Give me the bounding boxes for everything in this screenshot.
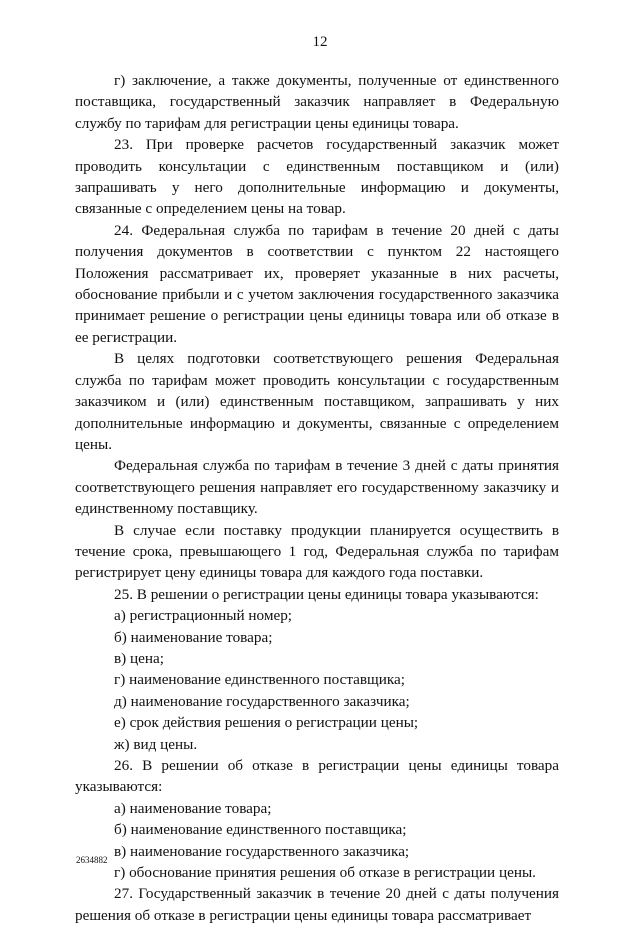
list-item: б) наименование единственного поставщика; xyxy=(114,821,407,839)
list-item: д) наименование государственного заказчика; xyxy=(114,692,410,710)
paragraph: В случае если поставку продукции планируется осуществить в течение срока, превышающего 1 год, Федеральная служба по тарифам регистрирует цену единицы товара для каждого года поставки. xyxy=(75,521,559,582)
paragraph: 25. В решении о регистрации цены единицы товара указываются: xyxy=(114,585,539,603)
list-item: а) наименование товара; xyxy=(114,799,272,817)
list-item: а) регистрационный номер; xyxy=(114,607,293,625)
list-item: г) обоснование принятия решения об отказе в регистрации цены. xyxy=(114,864,536,882)
page-number: 12 xyxy=(312,34,328,50)
paragraph: Федеральная служба по тарифам в течение 3 дней с даты принятия соответствующего решения направляет его государственному заказчику и единственному поставщику. xyxy=(75,457,559,518)
list-item: б) наименование товара; xyxy=(114,628,273,646)
paragraph: В целях подготовки соответствующего решения Федеральная служба по тарифам может проводить консультации с государственным заказчиком и (или) единственным поставщиком, запрашивать у них дополнительные информацию и документы, связанные с определением цены. xyxy=(75,350,559,453)
paragraph: г) заключение, а также документы, полученные от единственного поставщика, государственный заказчик направляет в Федеральную службу по тарифам для регистрации цены единицы товара. xyxy=(75,72,559,132)
list-item: е) срок действия решения о регистрации цены; xyxy=(114,714,419,732)
document-body xyxy=(75,70,559,926)
list-item: в) цена; xyxy=(114,649,164,667)
paragraph: 24. Федеральная служба по тарифам в течение 20 дней с даты получения документов в соответствии с пунктом 22 настоящего Положения рассматривает их, проверяет указанные в них расчеты, обоснование прибыли и с учетом заключения государственного заказчика принимает решение о регистрации цены единицы товара или об отказе в ее регистрации. xyxy=(75,221,559,346)
paragraph: 23. При проверке расчетов государственный заказчик может проводить консультации с единственным поставщиком и (или) запрашивать у него дополнительные информацию и документы, связанные с определением цены на товар. xyxy=(75,136,559,218)
list-item: г) наименование единственного поставщика; xyxy=(114,671,405,689)
document-id: 2634882 xyxy=(76,855,108,865)
list-item: ж) вид цены. xyxy=(114,735,198,753)
paragraph: 26. В решении об отказе в регистрации цены единицы товара указываются: xyxy=(75,757,559,796)
paragraph: 27. Государственный заказчик в течение 20 дней с даты получения решения об отказе в регистрации цены единицы товара рассматривает xyxy=(75,885,559,924)
list-item: в) наименование государственного заказчика; xyxy=(114,842,410,860)
